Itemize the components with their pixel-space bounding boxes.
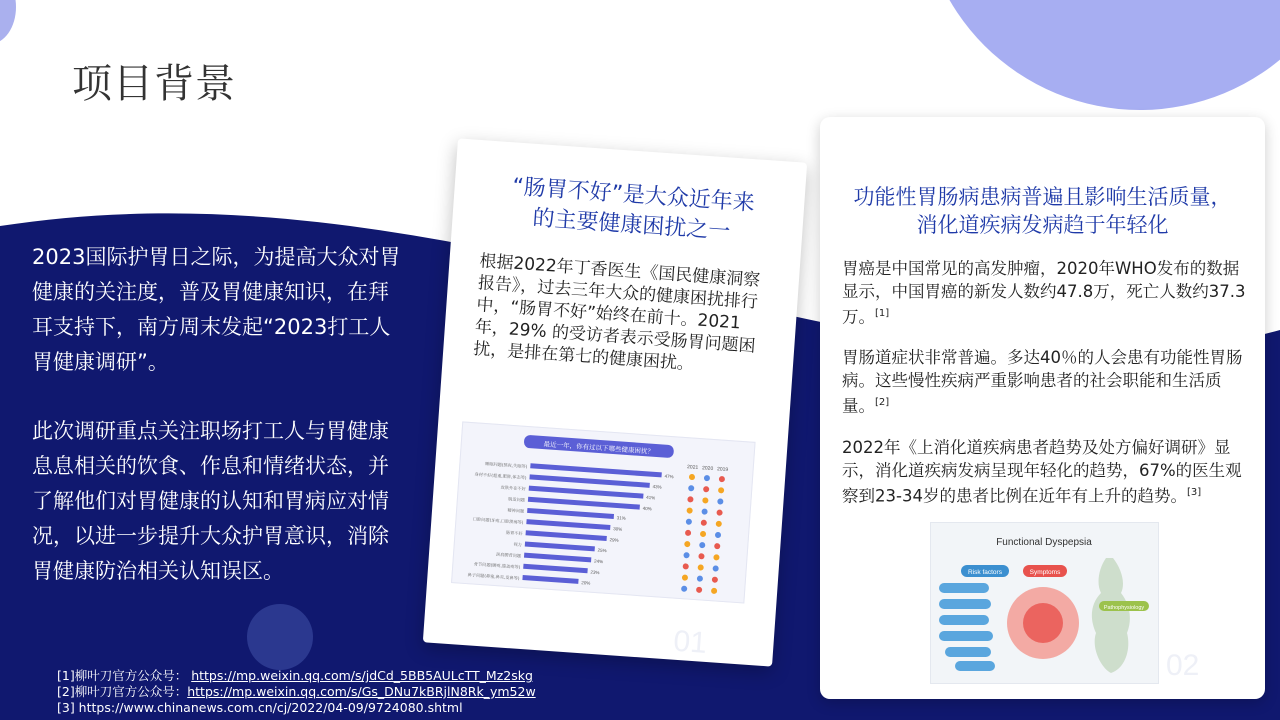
chart-rank-dot xyxy=(700,531,706,537)
symptoms-core xyxy=(1023,603,1063,643)
chart-row-label: 骨节问题(腰疼,膝盖疼等) xyxy=(473,561,521,570)
functional-dyspepsia-diagram xyxy=(930,522,1159,684)
chart-bar xyxy=(529,474,649,487)
chart-year-label: 2019 xyxy=(716,466,729,474)
decor-circle-bottom xyxy=(247,604,313,670)
focus-paragraph: 此次调研重点关注职场打工人与胃健康息息相关的饮食、作息和情绪状态，并了解他们对胃健康的认知和胃病应对情况，以进一步提升大众护胃意识，消除胃健康防治相关认知误区。 xyxy=(32,419,389,583)
chart-bar-value: 40% xyxy=(642,505,652,512)
reference-2-prefix: [2]柳叶刀官方公众号： xyxy=(57,684,188,699)
chart-rank-dot xyxy=(689,474,695,480)
chart-rank-dot xyxy=(686,519,692,525)
card2-p2-text: 胃肠道症状非常普遍。多达40％的人会患有功能性胃肠病。这些慢性疾病严重影响患者的社会职能和生活质量。 xyxy=(842,348,1243,416)
chart-rank-dot xyxy=(715,532,721,538)
chart-rank-dot xyxy=(696,587,702,593)
chart-rank-dot xyxy=(701,508,707,514)
chart-header-text: 最近一年，你有过以下哪些健康困扰？ xyxy=(543,440,655,456)
reference-1-link[interactable]: https://mp.weixin.qq.com/s/jdCd_5BB5AULcTT_Mz2skg xyxy=(191,668,533,683)
chart-bar xyxy=(524,553,591,563)
reference-2-link[interactable]: https://mp.weixin.qq.com/s/Gs_DNu7kBRjlN8Rk_ym52w xyxy=(187,684,536,699)
chart-bar xyxy=(526,519,610,530)
card1-title xyxy=(472,170,793,252)
chart-row-label: 颈肩腰背问题 xyxy=(495,551,522,559)
chart-rank-dot xyxy=(719,476,725,482)
reference-1 xyxy=(57,668,536,684)
chart-rank-dot xyxy=(701,520,707,526)
chart-rank-dot xyxy=(697,564,703,570)
chart-rank-dot xyxy=(717,498,723,504)
chart-bar-value: 29% xyxy=(609,537,619,543)
chart-rank-dot xyxy=(716,521,722,527)
chart-row-label: 脱发问题 xyxy=(508,496,526,503)
chart-bar xyxy=(530,463,662,477)
reference-3: [3] https://www.chinanews.com.cn/cj/2022/04-09/9724080.shtml xyxy=(57,700,463,715)
pathophysiology-label: Pathophysiology xyxy=(1103,605,1145,611)
dyspepsia-diagram-svg xyxy=(931,523,1158,683)
chart-bar-value: 41% xyxy=(646,494,656,501)
chart-rank-dot xyxy=(704,475,710,481)
card1-number: 01 xyxy=(672,624,708,660)
chart-row-label: 口腔问题(牙疼,口腔溃疡等) xyxy=(472,516,524,525)
chart-rank-dot xyxy=(684,541,690,547)
card1-body: 根据2022年丁香医生《国民健康洞察报告》，过去三年大众的健康困扰排行中，“肠胃不好”始终在前十。2021年，29% 的受访者表示受肠胃问题困扰，是排在第七的健康困扰。 xyxy=(472,251,761,375)
symptoms-label: Symptoms xyxy=(1029,569,1061,576)
chart-rank-dot xyxy=(713,554,719,560)
chart-row-label: 鼻子问题(鼻塞,鼻炎,发鼻等) xyxy=(467,572,520,581)
reference-1-prefix: [1]柳叶刀官方公众号： xyxy=(57,668,188,683)
chart-row-label: 皮肤外在不好 xyxy=(500,484,526,492)
card2-title xyxy=(820,183,1265,239)
chart-rank-dot xyxy=(682,574,688,580)
risk-factor-pills xyxy=(939,583,995,671)
card2-title-line1: 功能性胃肠病患病普遍且影响生活质量， xyxy=(853,185,1232,209)
chart-bar xyxy=(529,486,644,499)
chart-year-label: 2021 xyxy=(686,464,699,471)
chart-bar xyxy=(522,575,578,584)
chart-bar-value: 30% xyxy=(613,526,623,532)
survey-bar-chart-image xyxy=(451,421,756,603)
intro-paragraph: 2023国际护胃日之际，为提高大众对胃健康的关注度，普及胃健康知识，在拜耳支持下，南方周末发起“2023打工人胃健康调研”。 xyxy=(32,245,401,374)
chart-row-label: 精神问题 xyxy=(507,507,525,514)
chart-rank-dot xyxy=(702,497,708,503)
card2-paragraph-1 xyxy=(842,258,1248,329)
card2-number: 02 xyxy=(1166,649,1200,682)
chart-rank-dot xyxy=(711,588,717,594)
chart-bar xyxy=(526,530,607,541)
risk-factors-label: Risk factors xyxy=(968,569,1002,576)
chart-rank-dot xyxy=(685,530,691,536)
card2-p3-ref: [3] xyxy=(1186,487,1202,498)
chart-rank-dot xyxy=(712,565,718,571)
diagram-title: Functional Dyspepsia xyxy=(996,537,1092,548)
chart-row-label: 身材不好(超重,肥胖,体态等) xyxy=(474,471,527,481)
chart-rank-dot xyxy=(697,575,703,581)
chart-rank-dot xyxy=(712,576,718,582)
chart-row-label: 视力 xyxy=(513,541,523,548)
chart-bar-value: 43% xyxy=(652,484,662,490)
chart-bar xyxy=(528,497,640,510)
chart-rank-dot xyxy=(687,496,693,502)
card2-paragraph-2 xyxy=(842,347,1248,418)
survey-chart-svg xyxy=(452,422,754,602)
card2-p2-ref: [2] xyxy=(875,397,890,408)
card2-p1-ref: [1] xyxy=(875,308,890,319)
body-silhouette xyxy=(1092,558,1130,673)
chart-bar-value: 25% xyxy=(597,547,607,554)
chart-bar-value: 47% xyxy=(664,473,674,480)
card1-title-line1: “肠胃不好”是大众近年来 xyxy=(511,174,756,217)
references xyxy=(57,668,536,716)
chart-rank-dot xyxy=(688,485,694,491)
chart-bar xyxy=(525,541,595,551)
card2-paragraph-3 xyxy=(842,437,1248,508)
reference-2 xyxy=(57,684,536,700)
chart-rank-dot xyxy=(681,586,687,592)
chart-row-label: 肠胃不好 xyxy=(505,529,523,537)
chart-rank-dot xyxy=(703,486,709,492)
card2-title-line2: 消化道疾病发病趋于年轻化 xyxy=(916,213,1169,237)
card2-p3-text: 2022年《上消化道疾病患者趋势及处方偏好调研》显示，消化道疾病发病呈现年轻化的趋势，67%的医生观察到23-34岁的患者比例在近年有上升的趋势。 xyxy=(842,438,1242,506)
chart-bar-value: 24% xyxy=(593,558,604,565)
chart-rank-dot xyxy=(716,509,722,515)
chart-bar-value: 23% xyxy=(590,569,600,576)
card2-p1-text: 胃癌是中国常见的高发肿瘤，2020年WHO发布的数据显示，中国胃癌的新发人数约47.8万，死亡人数约37.3万。 xyxy=(842,259,1246,327)
chart-rank-dot xyxy=(683,563,689,569)
card-health-concern xyxy=(423,138,807,666)
chart-rank-dot xyxy=(686,507,692,513)
chart-row-label: 睡眠问题(熬夜,失眠等) xyxy=(484,461,528,470)
chart-bar-value: 31% xyxy=(616,515,626,521)
chart-bar xyxy=(527,508,614,519)
chart-rank-dot xyxy=(714,543,720,549)
chart-bar-value: 20% xyxy=(581,580,591,586)
chart-bar xyxy=(523,564,588,573)
chart-year-label: 2020 xyxy=(701,465,714,473)
chart-rank-dot xyxy=(718,487,724,493)
card1-title-line2: 的主要健康困扰之一 xyxy=(531,205,732,245)
card-gi-disease xyxy=(820,117,1265,699)
page-title: 项目背景 xyxy=(72,61,236,107)
chart-rank-dot xyxy=(683,552,689,558)
chart-rank-dot xyxy=(699,542,705,548)
chart-rank-dot xyxy=(698,553,704,559)
